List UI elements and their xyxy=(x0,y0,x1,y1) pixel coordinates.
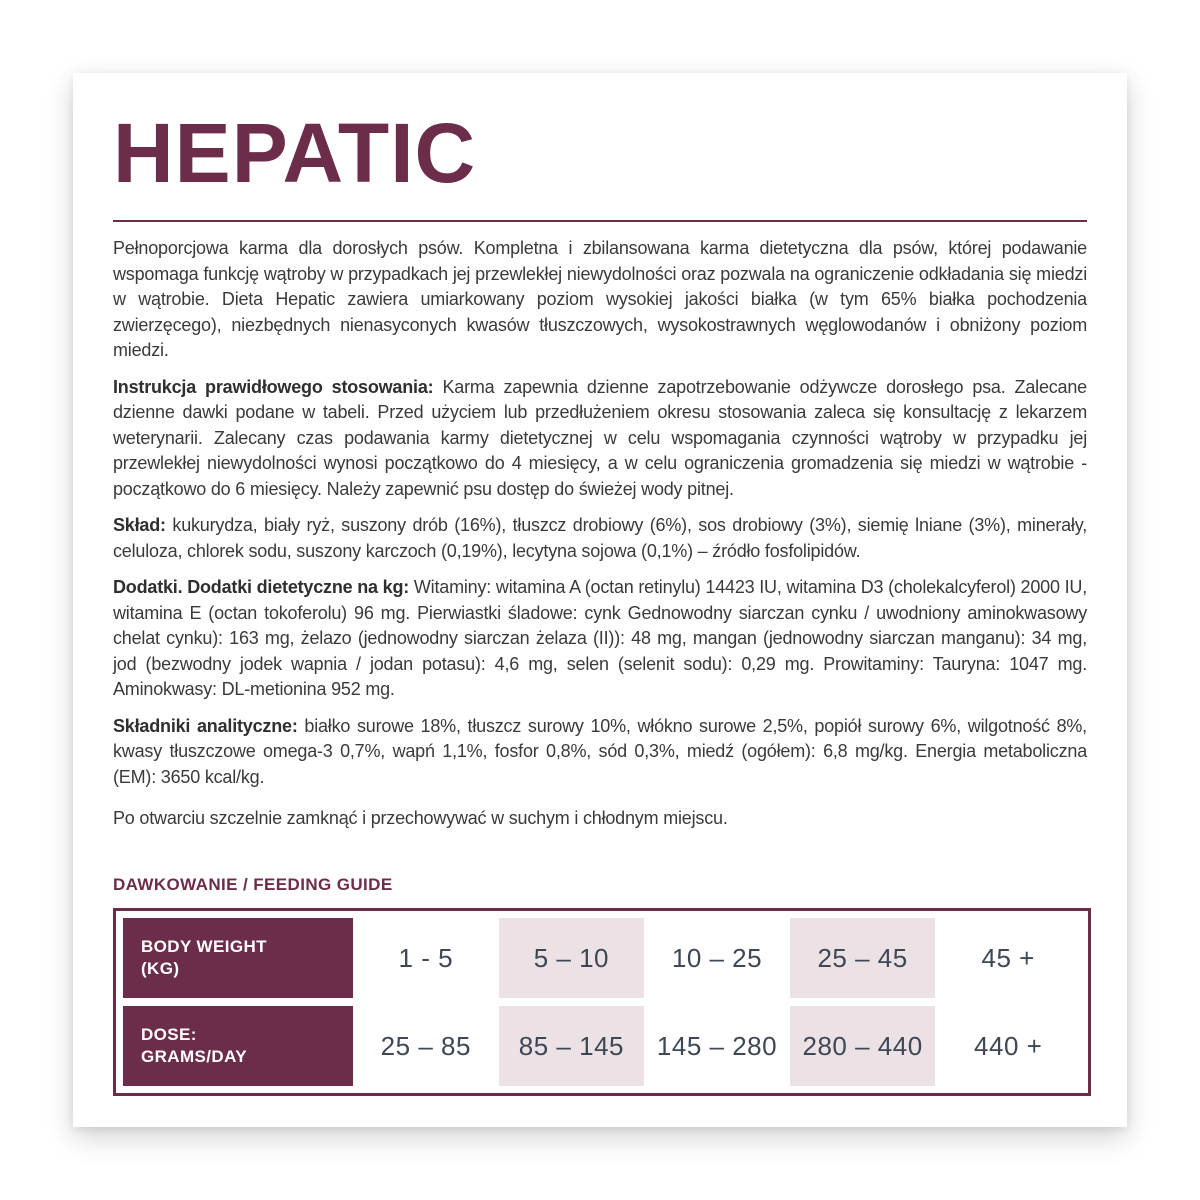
table-cell-dose-1: 25 – 85 xyxy=(380,1030,471,1061)
description-paragraph: Pełnoporcjowa karma dla dorosłych psów. Kompletna i zbilansowana karma dietetyczna dla psów, której podawanie wspomaga funkcję wątroby w przypadkach jej przewlekłej niewydolności oraz pozwala na ograniczenie odkładania się miedzi w wątrobie. Dieta Hepatic zawiera umiarkowany poziom wysokiej jakości białka (w tym 65% białka pochodzenia zwierzęcego), niezbędnych nienasyconych kwasów tłuszczowych, wysokostrawnych węglowodanów i obniżony poziom miedzi. xyxy=(113,238,1087,360)
additives-text: Witaminy: witamina A (octan retinylu) 14423 IU, witamina D3 (cholekalcyferol) 2000 IU, witamina E (octan tokoferolu) 96 mg. Pierwiastki śladowe: cynk Gednowodny siarczan cynku / uwodniony aminokwasowy chelat cynku): 163 mg, żelazo (jednowodny siarczan żelaza (II)): 48 mg, mangan (jednowodny siarczan manganu): 34 mg, jod (bezwodny jodek wapnia / jodan potasu): 4,6 mg, selen (selenit sodu): 0,29 mg. Prowitaminy: Tauryna: 1047 mg. Aminokwasy: DL-metionina 952 mg. xyxy=(113,577,1087,699)
row-header-line1: DOSE: xyxy=(141,1025,197,1044)
usage-instructions-text: Karma zapewnia dzienne zapotrzebowanie odżywcze dorosłego psa. Zalecane dzienne dawki podane w tabeli. Przed użyciem lub przedłużeniem okresu stosowania zaleca się konsultację z lekarzem weterynarii. Zalecany czas podawania karmy dietetycznej w celu wspomagania czynności wątroby w przypadku jej przewlekłej niewydolności wynosi początkowo do 4 miesięcy, a w celu ograniczenia gromadzenia się miedzi w wątrobie - początkowo do 6 miesięcy. Należy zapewnić psu dostęp do świeżej wody pitnej. xyxy=(113,376,1087,499)
product-title: HEPATIC xyxy=(113,106,477,200)
analytical-constituents-text: białko surowe 18%, tłuszcz surowy 10%, włókno surowe 2,5%, popiół surowy 6%, wilgotność 8%, kwasy tłuszczowe omega-3 0,7%, wapń 1,1%, fosfor 0,8%, sód 0,3%, miedź (ogółem): 6,8 mg/kg. Energia metaboliczna (EM): 3650 kcal/kg. xyxy=(113,715,1087,787)
table-row-dose xyxy=(123,1006,1081,1086)
row-header-dose xyxy=(123,1006,353,1086)
table-cell-dose-3: 145 – 280 xyxy=(656,1030,778,1061)
table-cell-dose-4: 280 – 440 xyxy=(790,1006,936,1086)
row-header-line1: BODY WEIGHT xyxy=(141,937,267,956)
usage-instructions-lead: Instrukcja prawidłowego stosowania: xyxy=(113,376,434,397)
table-cell-weight-2: 5 – 10 xyxy=(499,918,645,998)
feeding-guide-heading: DAWKOWANIE / FEEDING GUIDE xyxy=(113,875,393,894)
composition-text: kukurydza, biały ryż, suszony drób (16%), tłuszcz drobiowy (6%), sos drobiowy (3%), siemię lniane (3%), minerały, celuloza, chlorek sodu, suszony karczoch (0,19%), lecytyna sojowa (0,1%) – źródło fosfolipidów. xyxy=(113,515,1087,561)
row-header-line2: GRAMS/DAY xyxy=(141,1047,247,1066)
storage-note: Po otwarciu szczelnie zamknąć i przechowywać w suchym i chłodnym miejscu. xyxy=(113,808,728,828)
row-header-line2: (KG) xyxy=(141,959,180,978)
feeding-guide-table xyxy=(113,908,1091,1096)
table-row-body-weight xyxy=(123,918,1081,998)
composition-paragraph xyxy=(113,513,1087,564)
additives-paragraph xyxy=(113,575,1087,703)
table-cell-dose-5: 440 + xyxy=(974,1030,1043,1061)
analytical-constituents-paragraph xyxy=(113,714,1087,791)
feeding-guide-section xyxy=(113,875,1091,1096)
table-cell-weight-3: 10 – 25 xyxy=(671,942,763,973)
analytical-constituents-lead: Składniki analityczne: xyxy=(113,715,298,736)
table-cell-weight-1: 1 - 5 xyxy=(398,942,454,973)
table-cell-weight-5: 45 + xyxy=(981,942,1035,973)
usage-instructions-paragraph xyxy=(113,375,1087,503)
title-divider xyxy=(113,220,1087,222)
product-label-card xyxy=(73,73,1127,1127)
body-copy xyxy=(113,236,1087,832)
row-header-body-weight xyxy=(123,918,353,998)
composition-lead: Skład: xyxy=(113,515,166,535)
table-cell-weight-4: 25 – 45 xyxy=(790,918,936,998)
table-cell-dose-2: 85 – 145 xyxy=(499,1006,645,1086)
additives-lead: Dodatki. Dodatki dietetyczne na kg: xyxy=(113,577,410,597)
